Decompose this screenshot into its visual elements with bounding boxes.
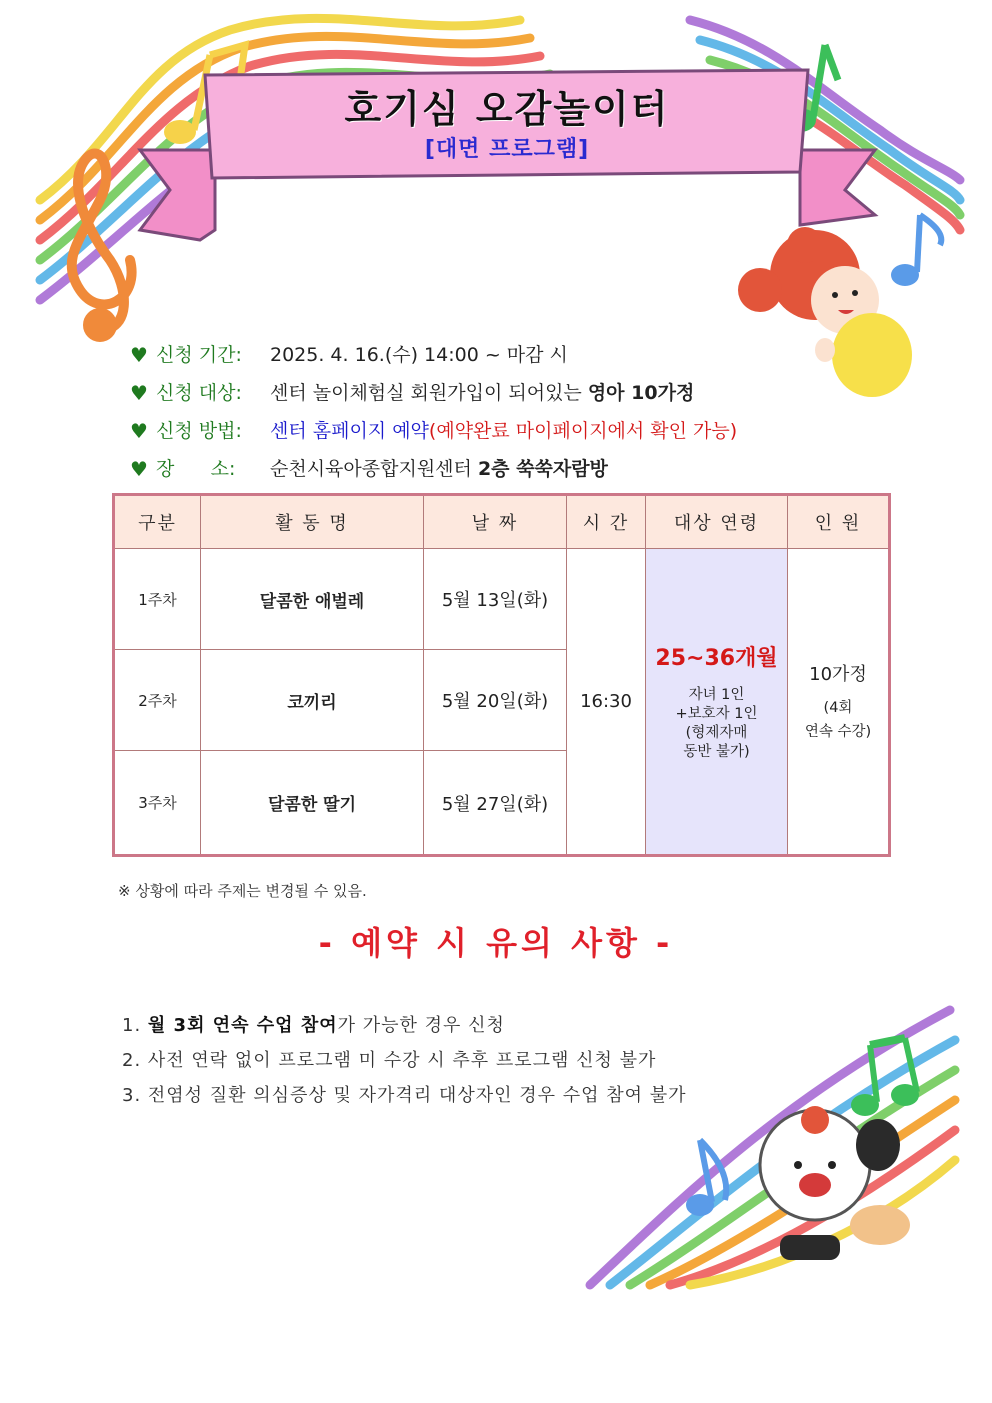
info-value-emphasis: 2층 쑥쑥자람방 <box>477 458 608 480</box>
target-age-note: 동반 불가) <box>683 744 750 760</box>
caution-heading: - 예약 시 유의 사항 - <box>318 924 674 962</box>
table-header: 날 짜 <box>424 495 567 549</box>
music-note-icon <box>891 215 941 286</box>
target-age-cell <box>646 549 788 856</box>
info-value: 2025. 4. 16.(수) 14:00 ~ 마감 시 <box>270 344 568 366</box>
heart-icon: ♥ <box>130 457 148 481</box>
application-info <box>130 336 737 488</box>
table-header: 시 간 <box>567 495 646 549</box>
info-value-note: (예약완료 마이페이지에서 확인 가능) <box>428 420 738 442</box>
capacity-note: 연속 수강) <box>804 723 872 740</box>
heart-icon: ♥ <box>130 419 148 443</box>
caution-item: 2. 사전 연락 없이 프로그램 미 수강 시 추후 프로그램 신청 불가 <box>122 1050 657 1071</box>
change-notice: ※ 상황에 따라 주제는 변경될 수 있음. <box>118 882 367 900</box>
info-value: 센터 홈페이지 예약 <box>270 420 429 442</box>
info-value: 순천시육아종합지원센터 <box>270 458 478 480</box>
table-header: 대상 연령 <box>646 495 788 549</box>
capacity-note: (4회 <box>823 699 853 716</box>
info-row-method <box>130 412 737 450</box>
info-label: 신청 기간: <box>156 344 242 366</box>
target-age-note: 자녀 1인 <box>688 687 745 703</box>
heart-icon: ♥ <box>130 381 148 405</box>
date-cell: 5월 27일(화) <box>424 751 567 856</box>
info-label: 신청 대상: <box>156 382 242 404</box>
caution-text: 가 가능한 경우 신청 <box>337 1015 505 1036</box>
time-cell: 16:30 <box>567 549 646 856</box>
table-row <box>114 549 890 650</box>
target-age-note: (형제자매 <box>685 725 748 741</box>
crab-character-illustration <box>738 227 912 397</box>
info-label: 신청 방법: <box>156 420 242 442</box>
target-age-note: +보호자 1인 <box>675 706 758 722</box>
schedule-table <box>112 493 891 857</box>
caution-item: 3. 전염성 질환 의심증상 및 자가격리 대상자인 경우 수업 참여 불가 <box>122 1085 687 1106</box>
week-cell: 3주차 <box>114 751 201 856</box>
info-row-place <box>130 450 737 488</box>
target-age-range: 25~36개월 <box>655 646 778 671</box>
activity-name-cell: 코끼리 <box>201 650 424 751</box>
capacity-cell <box>788 549 890 856</box>
table-header: 구분 <box>114 495 201 549</box>
caution-list <box>122 1012 686 1117</box>
table-header-row <box>114 495 890 549</box>
page-title: 호기심 오감놀이터 <box>344 87 670 131</box>
activity-name-cell: 달콤한 딸기 <box>201 751 424 856</box>
music-note-icon <box>686 1140 726 1216</box>
caution-emphasis: 월 3회 연속 수업 참여 <box>147 1015 338 1036</box>
heart-icon: ♥ <box>130 343 148 367</box>
info-value: 센터 놀이체험실 회원가입이 되어있는 <box>270 382 588 404</box>
info-value-emphasis: 영아 10가정 <box>587 382 695 404</box>
caution-item <box>122 1012 686 1047</box>
date-cell: 5월 20일(화) <box>424 650 567 751</box>
week-cell: 2주차 <box>114 650 201 751</box>
date-cell: 5월 13일(화) <box>424 549 567 650</box>
capacity-value: 10가정 <box>809 663 867 685</box>
table-header: 인 원 <box>788 495 890 549</box>
activity-name-cell: 달콤한 애벌레 <box>201 549 424 650</box>
info-row-period <box>130 336 737 374</box>
table-header: 활 동 명 <box>201 495 424 549</box>
info-row-target <box>130 374 737 412</box>
caution-number: 1. <box>122 1015 148 1036</box>
info-label: 장 소: <box>156 458 236 480</box>
week-cell: 1주차 <box>114 549 201 650</box>
page-subtitle: [대면 프로그램] <box>424 137 590 162</box>
